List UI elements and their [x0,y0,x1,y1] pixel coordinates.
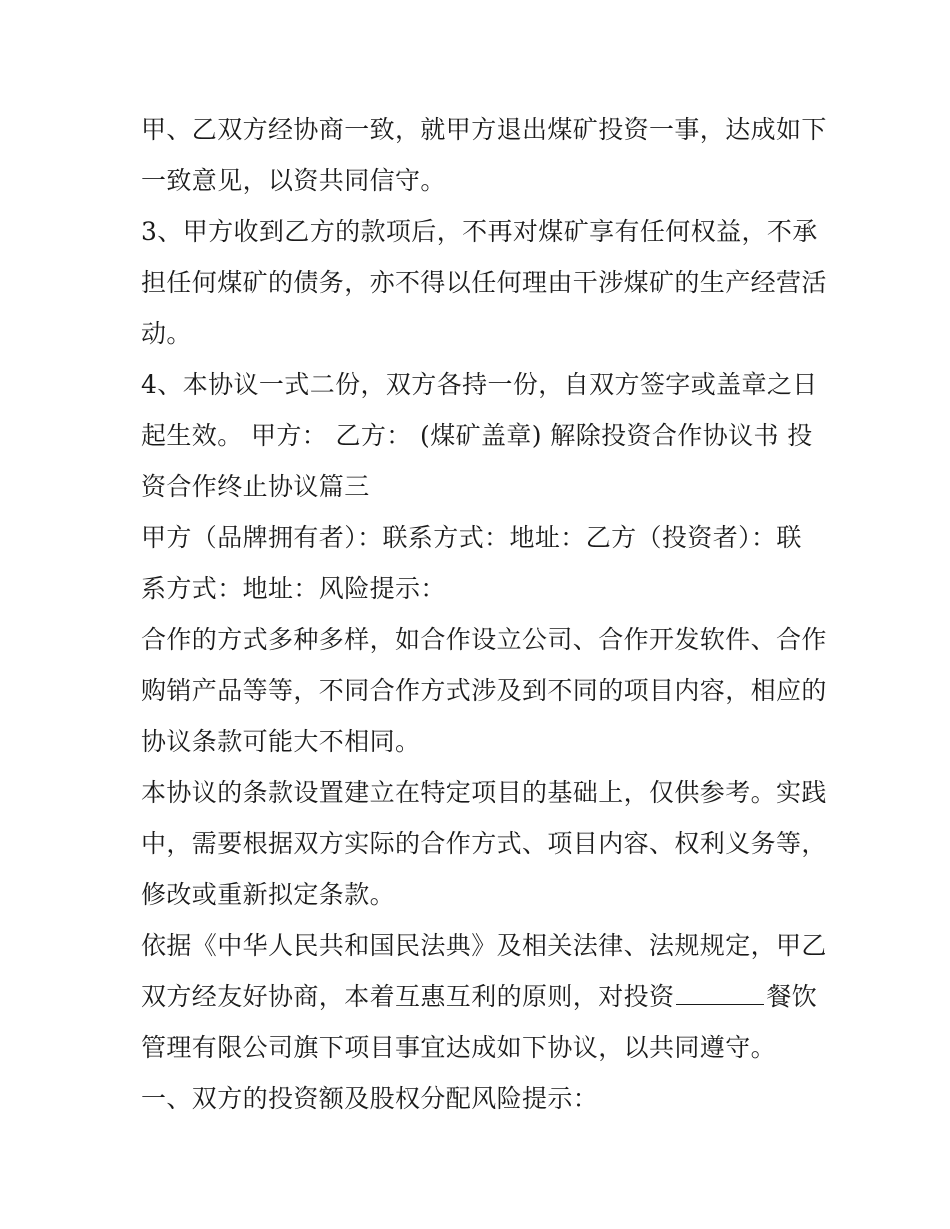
text-line: 中，需要根据双方实际的合作方式、项目内容、权利义务等， [141,829,827,858]
document-body [141,104,827,1124]
fill-in-blank [676,974,764,1005]
text-line: 甲、乙双方经协商一致，就甲方退出煤矿投资一事，达成如下 [141,115,827,144]
text-line: 合作的方式多种多样，如合作设立公司、合作开发软件、合作 [141,625,827,654]
text-line: 3、甲方收到乙方的款项后，不再对煤矿享有任何权益，不承 [141,217,818,246]
text-line: 修改或重新拟定条款。 [141,880,396,909]
text-line: 起生效。 甲方： 乙方： (煤矿盖章) 解除投资合作协议书 投 [141,421,813,450]
text-line: 4、本协议一式二份，双方各持一份，自双方签字或盖章之日 [141,370,818,399]
text-line-with-blank [141,971,816,1022]
blank-line-suffix: 餐饮 [766,982,818,1011]
text-line: 管理有限公司旗下项目事宜达成如下协议，以共同遵守。 [141,1033,777,1062]
text-line: 一致意见，以资共同信守。 [141,166,446,195]
text-line: 担任何煤矿的债务，亦不得以任何理由干涉煤矿的生产经营活 [141,268,827,297]
text-line: 购销产品等等，不同合作方式涉及到不同的项目内容，相应的 [141,676,827,705]
text-line: 依据《中华人民共和国民法典》及相关法律、法规规定，甲乙 [141,931,827,960]
text-line: 本协议的条款设置建立在特定项目的基础上，仅供参考。实践 [141,778,827,807]
text-line: 动。 [141,319,192,348]
text-line: 协议条款可能大不相同。 [141,727,421,756]
text-line: 系方式：地址：风险提示： [141,574,446,603]
blank-line-prefix: 双方经友好协商，本着互惠互利的原则，对投资 [141,982,675,1011]
text-line: 甲方（品牌拥有者）：联系方式：地址：乙方（投资者）：联 [141,523,802,552]
text-line: 资合作终止协议篇三 [141,472,370,501]
section-heading: 一、双方的投资额及股权分配风险提示： [141,1084,599,1113]
